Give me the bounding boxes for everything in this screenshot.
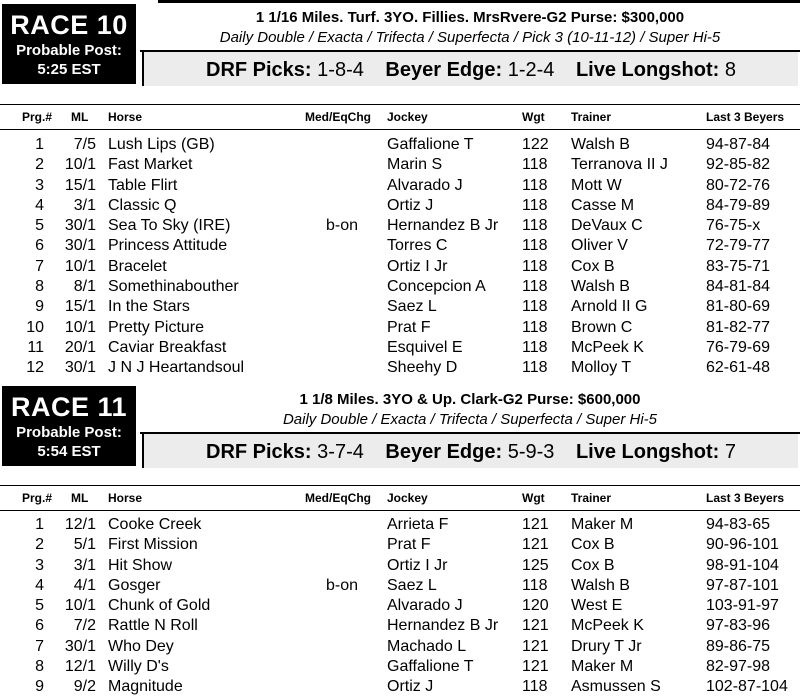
entry-trainer: DeVaux C bbox=[571, 217, 643, 235]
entry-beyers: 76-75-x bbox=[706, 217, 761, 235]
table-row bbox=[0, 258, 800, 278]
entry-ml: 5/1 bbox=[73, 536, 96, 554]
post-time: 5:25 EST bbox=[37, 61, 101, 78]
entry-trainer: West E bbox=[571, 597, 623, 615]
entry-trainer: Brown C bbox=[571, 318, 633, 336]
table-row bbox=[0, 298, 800, 318]
entry-beyers: 84-81-84 bbox=[706, 278, 771, 296]
entry-jockey: Torres C bbox=[387, 237, 448, 255]
entry-horse: Caviar Breakfast bbox=[108, 338, 227, 356]
entry-horse: Gosger bbox=[108, 576, 161, 594]
entry-horse: Table Flirt bbox=[108, 176, 178, 194]
entry-jockey: Machado L bbox=[387, 637, 467, 655]
entry-horse: Who Dey bbox=[108, 637, 174, 655]
entry-horse: Classic Q bbox=[108, 196, 177, 214]
entry-jockey: Ortiz I Jr bbox=[387, 556, 448, 574]
entry-jockey: Saez L bbox=[387, 576, 437, 594]
table-row bbox=[0, 617, 800, 637]
entry-trainer: Mott W bbox=[571, 176, 622, 194]
entry-prg: 3 bbox=[35, 556, 44, 574]
table-row bbox=[0, 678, 800, 698]
entry-beyers: 90-96-101 bbox=[706, 536, 779, 554]
table-row bbox=[0, 217, 800, 237]
entry-horse: Lush Lips (GB) bbox=[108, 136, 215, 153]
entry-wgt: 121 bbox=[522, 536, 549, 554]
entry-ml: 30/1 bbox=[64, 359, 96, 377]
col-jockey: Jockey bbox=[387, 491, 428, 505]
picks-bar bbox=[142, 434, 798, 468]
entry-wgt: 121 bbox=[522, 637, 549, 655]
entry-prg: 5 bbox=[35, 597, 44, 615]
entry-ml: 20/1 bbox=[64, 338, 96, 356]
beyer-edge-label: Beyer Edge: bbox=[385, 441, 503, 463]
entry-horse: Pretty Picture bbox=[108, 318, 205, 336]
entry-jockey: Ortiz I Jr bbox=[387, 257, 448, 275]
race-number: RACE 10 bbox=[10, 10, 128, 40]
entry-ml: 3/1 bbox=[73, 556, 96, 574]
table-row bbox=[0, 339, 800, 359]
table-row bbox=[0, 237, 800, 257]
entry-wgt: 120 bbox=[522, 597, 549, 615]
entry-jockey: Esquivel E bbox=[387, 338, 463, 356]
entry-wgt: 118 bbox=[522, 196, 548, 214]
entry-wgt: 121 bbox=[522, 658, 549, 676]
race-badge bbox=[2, 386, 136, 466]
entry-ml: 9/2 bbox=[73, 678, 96, 696]
race-info bbox=[140, 386, 800, 434]
entry-ml: 8/1 bbox=[73, 278, 96, 296]
col-med: Med/EqChg bbox=[305, 110, 371, 124]
race-badge bbox=[2, 4, 136, 84]
entry-beyers: 81-80-69 bbox=[706, 298, 771, 316]
entry-prg: 10 bbox=[26, 318, 44, 336]
race-number: RACE 11 bbox=[10, 392, 128, 422]
entry-prg: 7 bbox=[35, 257, 44, 275]
entry-wgt: 118 bbox=[522, 298, 548, 316]
entry-trainer: Molloy T bbox=[571, 359, 632, 377]
entry-trainer: Drury T Jr bbox=[571, 637, 642, 655]
entry-prg: 1 bbox=[35, 136, 44, 153]
entry-wgt: 118 bbox=[522, 237, 548, 255]
entry-trainer: Maker M bbox=[571, 658, 634, 676]
entry-trainer: Oliver V bbox=[571, 237, 628, 255]
race-conditions: 1 1/8 Miles. 3YO & Up. Clark-G2 Purse: $600,000 bbox=[299, 391, 641, 408]
entry-ml: 15/1 bbox=[64, 298, 96, 316]
entry-ml: 4/1 bbox=[73, 576, 96, 594]
entry-jockey: Prat F bbox=[387, 318, 431, 336]
beyer-edge-value: 1-2-4 bbox=[507, 59, 555, 81]
post-time: 5:54 EST bbox=[37, 443, 101, 460]
entry-wgt: 118 bbox=[522, 576, 548, 594]
post-label: Probable Post: bbox=[16, 424, 122, 441]
entry-beyers: 89-86-75 bbox=[706, 637, 771, 655]
entry-trainer: Terranova II J bbox=[571, 156, 668, 174]
entry-jockey: Arrieta F bbox=[387, 516, 449, 533]
entry-wgt: 118 bbox=[522, 217, 548, 235]
entry-beyers: 72-79-77 bbox=[706, 237, 771, 255]
entry-jockey: Sheehy D bbox=[387, 359, 458, 377]
entry-horse: Willy D's bbox=[108, 658, 169, 676]
post-label: Probable Post: bbox=[16, 42, 122, 59]
entry-prg: 2 bbox=[35, 156, 44, 174]
table-row bbox=[0, 359, 800, 379]
entry-prg: 4 bbox=[35, 196, 44, 214]
entry-beyers: 102-87-104 bbox=[706, 678, 788, 696]
entry-prg: 12 bbox=[26, 359, 44, 377]
picks-bar bbox=[142, 52, 798, 86]
entry-med: b-on bbox=[326, 576, 359, 594]
entry-trainer: Maker M bbox=[571, 516, 634, 533]
entry-beyers: 83-75-71 bbox=[706, 257, 771, 275]
entry-beyers: 97-87-101 bbox=[706, 576, 779, 594]
entry-trainer: Walsh B bbox=[571, 278, 630, 296]
entry-ml: 10/1 bbox=[64, 257, 96, 275]
live-longshot-label: Live Longshot: bbox=[575, 441, 720, 463]
table-row bbox=[0, 177, 800, 197]
entry-horse: Somethinabouther bbox=[108, 278, 239, 296]
entry-ml: 30/1 bbox=[64, 217, 96, 235]
entry-prg: 8 bbox=[35, 278, 44, 296]
table-row bbox=[0, 136, 800, 156]
entry-wgt: 125 bbox=[522, 556, 549, 574]
entry-wgt: 118 bbox=[522, 156, 548, 174]
entries-10 bbox=[0, 136, 800, 380]
table-row bbox=[0, 156, 800, 176]
table-row bbox=[0, 278, 800, 298]
entry-beyers: 98-91-104 bbox=[706, 556, 779, 574]
drf-picks-label: DRF Picks: bbox=[206, 441, 312, 463]
beyer-edge-value: 5-9-3 bbox=[507, 441, 555, 463]
entry-jockey: Ortiz J bbox=[387, 678, 434, 696]
entry-jockey: Hernandez B Jr bbox=[387, 217, 499, 235]
table-row bbox=[0, 536, 800, 556]
entry-prg: 9 bbox=[35, 298, 44, 316]
table-row bbox=[0, 658, 800, 678]
entry-ml: 15/1 bbox=[64, 176, 96, 194]
entry-trainer: Asmussen S bbox=[571, 678, 661, 696]
column-header-11 bbox=[0, 485, 800, 511]
entry-jockey: Prat F bbox=[387, 536, 431, 554]
col-trainer: Trainer bbox=[571, 110, 612, 124]
race-info bbox=[140, 4, 800, 52]
race-header-11 bbox=[0, 382, 800, 468]
entry-prg: 1 bbox=[35, 516, 44, 533]
race-wagers: Daily Double / Exacta / Trifecta / Superfecta / Super Hi-5 bbox=[282, 411, 658, 428]
drf-picks-value: 1-8-4 bbox=[317, 59, 364, 81]
entry-wgt: 121 bbox=[522, 516, 549, 533]
entry-prg: 3 bbox=[35, 176, 44, 194]
table-row bbox=[0, 516, 800, 536]
entry-jockey: Saez L bbox=[387, 298, 437, 316]
entry-trainer: Walsh B bbox=[571, 136, 630, 153]
entry-wgt: 118 bbox=[522, 176, 548, 194]
table-row bbox=[0, 319, 800, 339]
entry-horse: Rattle N Roll bbox=[108, 617, 198, 635]
entry-beyers: 94-87-84 bbox=[706, 136, 771, 153]
col-beyers: Last 3 Beyers bbox=[706, 110, 785, 124]
entry-wgt: 122 bbox=[522, 136, 549, 153]
race-header-10 bbox=[0, 0, 800, 86]
entry-wgt: 118 bbox=[522, 257, 548, 275]
entry-horse: First Mission bbox=[108, 536, 198, 554]
entry-wgt: 118 bbox=[522, 359, 548, 377]
col-horse: Horse bbox=[108, 491, 143, 505]
entry-beyers: 103-91-97 bbox=[706, 597, 779, 615]
race-conditions: 1 1/16 Miles. Turf. 3YO. Fillies. MrsRvere-G2 Purse: $300,000 bbox=[255, 9, 685, 26]
table-row bbox=[0, 197, 800, 217]
entry-wgt: 118 bbox=[522, 278, 548, 296]
entry-ml: 10/1 bbox=[64, 597, 96, 615]
entry-beyers: 97-83-96 bbox=[706, 617, 771, 635]
entry-ml: 7/5 bbox=[73, 136, 96, 153]
entry-jockey: Hernandez B Jr bbox=[387, 617, 499, 635]
entry-trainer: Walsh B bbox=[571, 576, 630, 594]
entry-ml: 30/1 bbox=[64, 237, 96, 255]
entry-horse: Magnitude bbox=[108, 678, 183, 696]
col-ml: ML bbox=[71, 110, 89, 124]
entry-trainer: McPeek K bbox=[571, 617, 644, 635]
live-longshot-value: 7 bbox=[724, 441, 736, 463]
entries-11 bbox=[0, 516, 800, 699]
col-horse: Horse bbox=[108, 110, 143, 124]
col-med: Med/EqChg bbox=[305, 491, 371, 505]
entry-trainer: McPeek K bbox=[571, 338, 644, 356]
entry-ml: 10/1 bbox=[64, 318, 96, 336]
entry-prg: 11 bbox=[27, 338, 44, 356]
col-ml: ML bbox=[71, 491, 89, 505]
entry-horse: In the Stars bbox=[108, 298, 190, 316]
entry-prg: 2 bbox=[35, 536, 44, 554]
entry-trainer: Cox B bbox=[571, 556, 615, 574]
entry-prg: 4 bbox=[35, 576, 44, 594]
entry-jockey: Concepcion A bbox=[387, 278, 486, 296]
entry-beyers: 80-72-76 bbox=[706, 176, 771, 194]
entry-horse: Sea To Sky (IRE) bbox=[108, 217, 231, 235]
col-wgt: Wgt bbox=[522, 491, 545, 505]
col-wgt: Wgt bbox=[522, 110, 545, 124]
col-jockey: Jockey bbox=[387, 110, 428, 124]
entry-wgt: 121 bbox=[522, 617, 549, 635]
table-row bbox=[0, 638, 800, 658]
entry-beyers: 82-97-98 bbox=[706, 658, 771, 676]
table-row bbox=[0, 597, 800, 617]
race-wagers: Daily Double / Exacta / Trifecta / Superfecta / Pick 3 (10-11-12) / Super Hi-5 bbox=[219, 29, 721, 46]
col-prg: Prg.# bbox=[22, 110, 53, 124]
live-longshot-label: Live Longshot: bbox=[575, 59, 720, 81]
entry-horse: Princess Attitude bbox=[108, 237, 228, 255]
entry-wgt: 118 bbox=[522, 678, 548, 696]
entry-prg: 5 bbox=[35, 217, 44, 235]
entry-wgt: 118 bbox=[522, 318, 548, 336]
col-prg: Prg.# bbox=[22, 491, 53, 505]
entry-horse: Cooke Creek bbox=[108, 516, 202, 533]
entry-jockey: Alvarado J bbox=[387, 597, 463, 615]
entry-prg: 8 bbox=[35, 658, 44, 676]
entry-beyers: 76-79-69 bbox=[706, 338, 771, 356]
entry-prg: 6 bbox=[35, 237, 44, 255]
entry-ml: 10/1 bbox=[64, 156, 96, 174]
entry-beyers: 92-85-82 bbox=[706, 156, 771, 174]
entry-horse: J N J Heartandsoul bbox=[108, 359, 245, 377]
beyer-edge-label: Beyer Edge: bbox=[385, 59, 503, 81]
drf-picks-value: 3-7-4 bbox=[317, 441, 364, 463]
entry-beyers: 94-83-65 bbox=[706, 516, 771, 533]
col-beyers: Last 3 Beyers bbox=[706, 491, 785, 505]
entry-horse: Chunk of Gold bbox=[108, 597, 211, 615]
entry-horse: Hit Show bbox=[108, 556, 173, 574]
live-longshot-value: 8 bbox=[724, 59, 736, 81]
entry-ml: 7/2 bbox=[73, 617, 96, 635]
drf-picks-label: DRF Picks: bbox=[206, 59, 312, 81]
entry-jockey: Ortiz J bbox=[387, 196, 434, 214]
entry-jockey: Marin S bbox=[387, 156, 443, 174]
entry-wgt: 118 bbox=[522, 338, 548, 356]
entry-jockey: Alvarado J bbox=[387, 176, 463, 194]
table-row bbox=[0, 577, 800, 597]
entry-beyers: 84-79-89 bbox=[706, 196, 771, 214]
entry-prg: 6 bbox=[35, 617, 44, 635]
table-row bbox=[0, 557, 800, 577]
entry-trainer: Cox B bbox=[571, 536, 615, 554]
entry-ml: 12/1 bbox=[64, 516, 96, 533]
entry-beyers: 81-82-77 bbox=[706, 318, 771, 336]
entry-jockey: Gaffalione T bbox=[387, 658, 474, 676]
entry-ml: 30/1 bbox=[64, 637, 96, 655]
entry-trainer: Arnold II G bbox=[571, 298, 648, 316]
entry-trainer: Casse M bbox=[571, 196, 635, 214]
entry-prg: 9 bbox=[35, 678, 44, 696]
entry-ml: 3/1 bbox=[73, 196, 96, 214]
entry-trainer: Cox B bbox=[571, 257, 615, 275]
entry-med: b-on bbox=[326, 217, 359, 235]
column-header-10 bbox=[0, 104, 800, 130]
entry-horse: Fast Market bbox=[108, 156, 193, 174]
entry-beyers: 62-61-48 bbox=[706, 359, 771, 377]
col-trainer: Trainer bbox=[571, 491, 612, 505]
entry-prg: 7 bbox=[35, 637, 44, 655]
entry-ml: 12/1 bbox=[64, 658, 96, 676]
entry-horse: Bracelet bbox=[108, 257, 167, 275]
entry-jockey: Gaffalione T bbox=[387, 136, 474, 153]
